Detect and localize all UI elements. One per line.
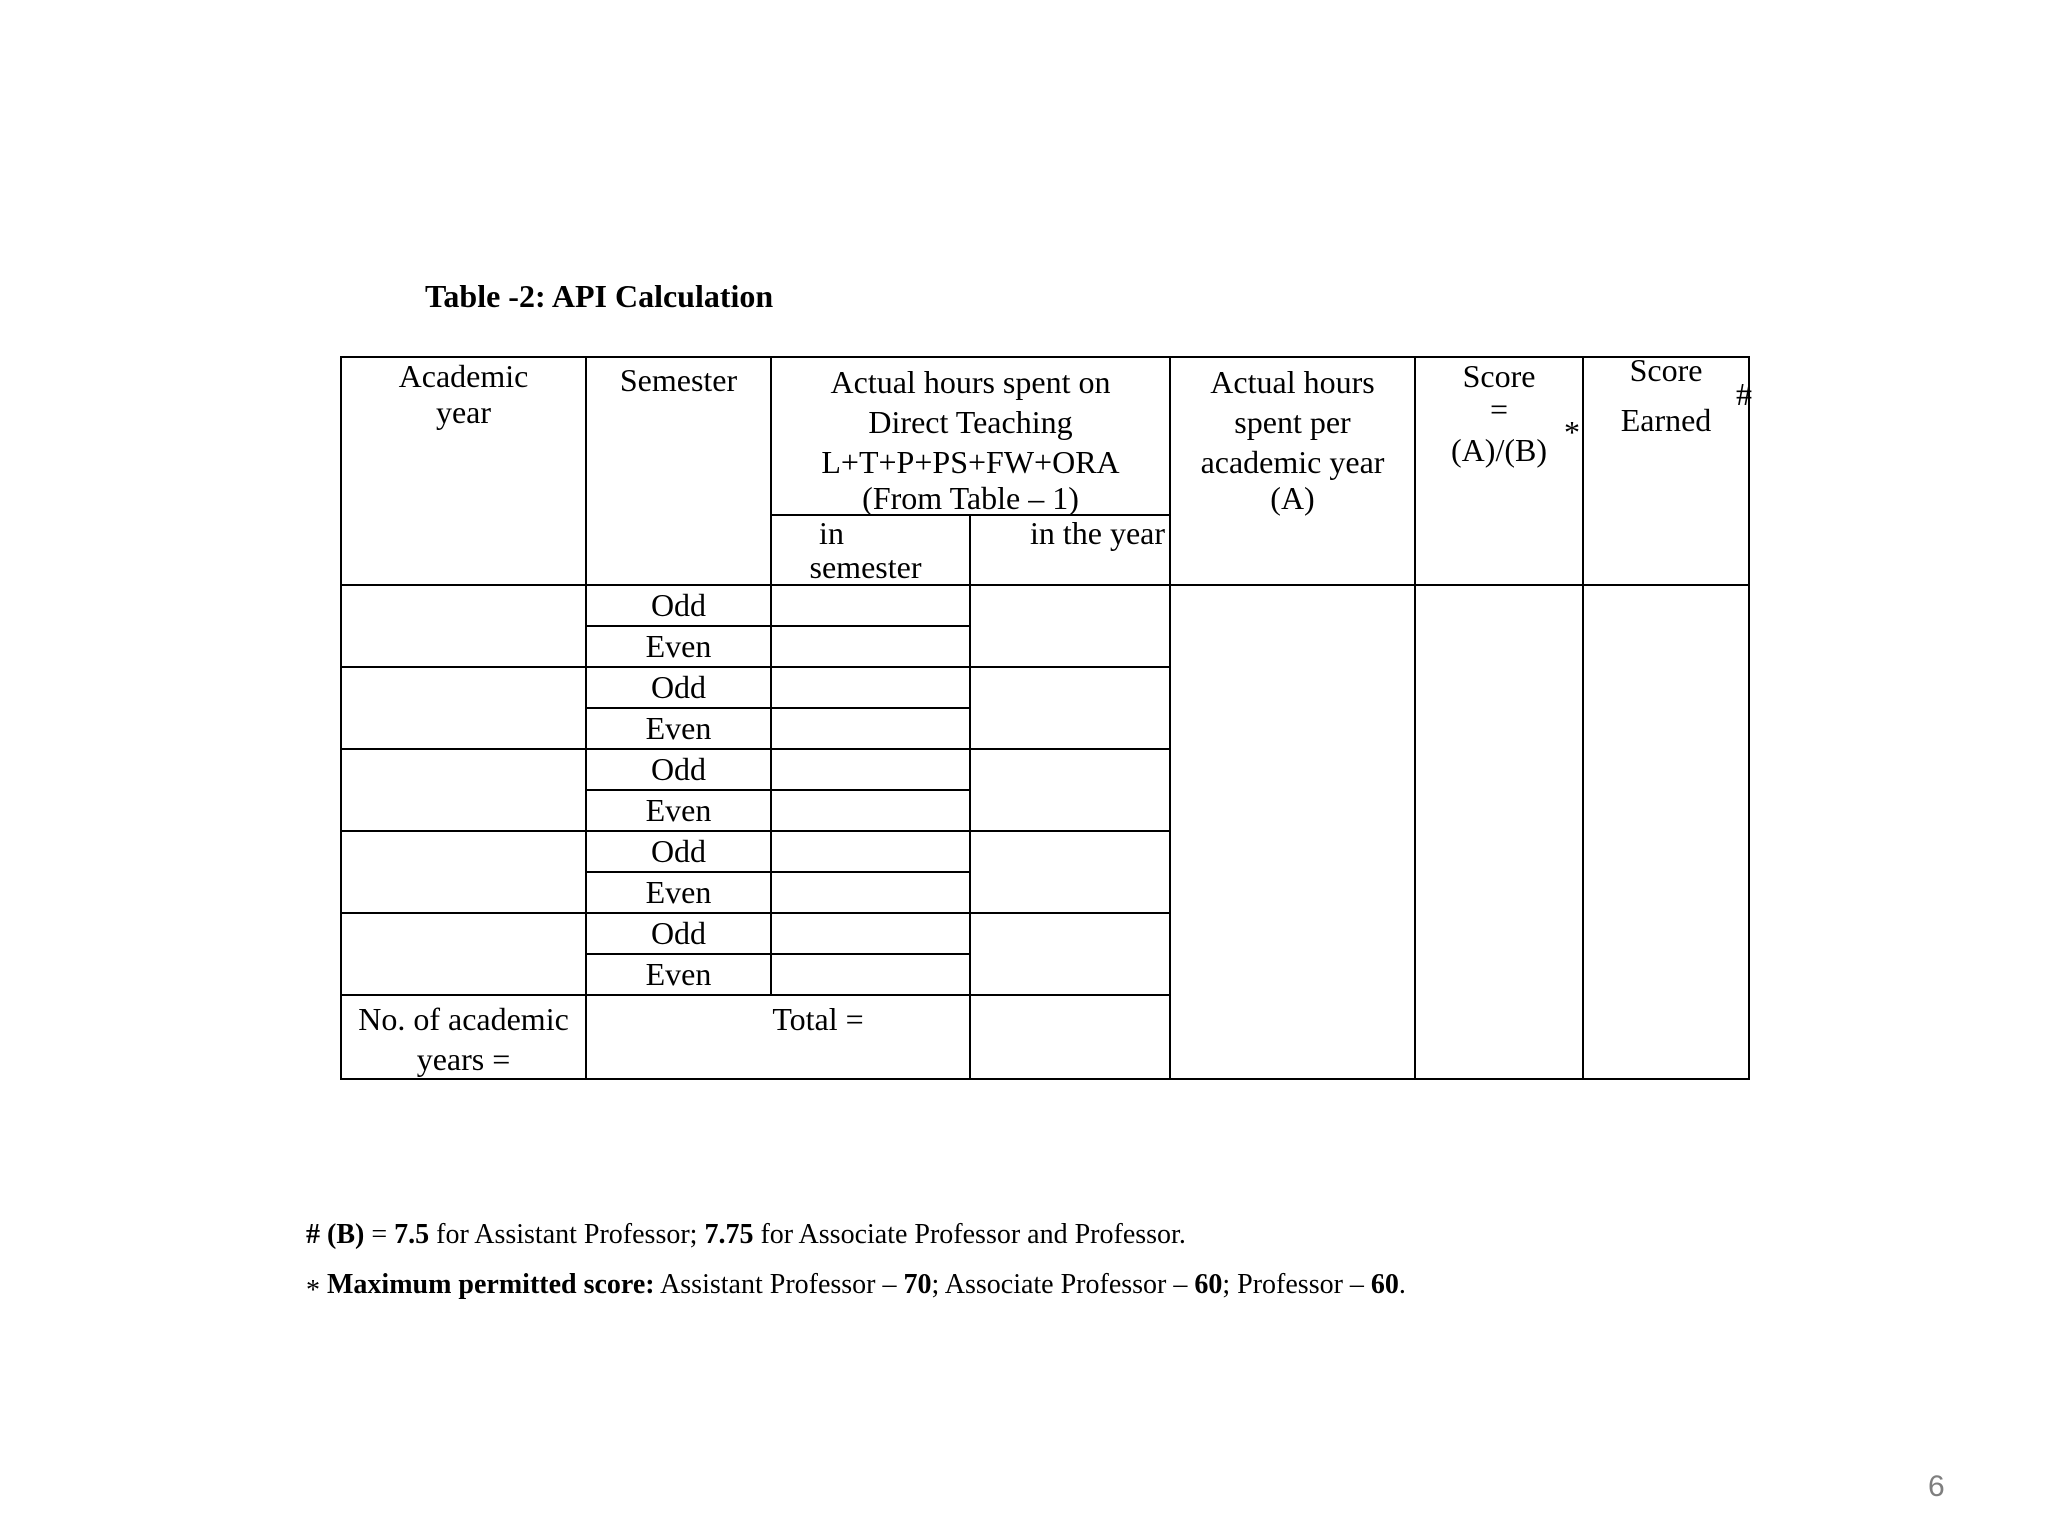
header-hours-year-line1: Actual hours	[1210, 364, 1375, 400]
no-of-years-line1: No. of academic	[358, 1001, 569, 1037]
semester-hours-cell[interactable]	[771, 749, 970, 790]
header-academic-year-line2: year	[435, 394, 492, 430]
year-hours-cell[interactable]	[970, 749, 1170, 831]
academic-year-cell[interactable]	[341, 831, 586, 913]
footnote-period: .	[1398, 1269, 1406, 1300]
header-score-line2: =	[1489, 391, 1509, 427]
footnote-professor-max: 60	[1370, 1269, 1399, 1300]
api-calculation-table	[340, 352, 1752, 1080]
footnote-value-associate: 7.75	[704, 1219, 754, 1250]
footnote-assistant-max: 70	[903, 1269, 932, 1300]
table-title: Table -2: API Calculation	[425, 278, 774, 314]
score-earned-cell[interactable]	[1583, 585, 1749, 1079]
score-cell[interactable]	[1415, 585, 1583, 1079]
header-hours-per-year	[1170, 357, 1415, 585]
semester-odd: Odd	[586, 749, 771, 790]
header-in-the-year	[970, 515, 1170, 585]
header-direct-line4: (From Table – 1)	[862, 480, 1079, 516]
year-hours-cell[interactable]	[970, 913, 1170, 995]
no-of-academic-years-cell[interactable]	[341, 995, 586, 1079]
year-hours-cell[interactable]	[970, 667, 1170, 749]
academic-year-cell[interactable]	[341, 585, 586, 667]
footnote-hash	[306, 1218, 1186, 1252]
semester-odd: Odd	[586, 831, 771, 872]
year-hours-cell[interactable]	[970, 831, 1170, 913]
footnote-value-assistant: 7.5	[394, 1219, 430, 1250]
footnote-b-label: (B)	[327, 1219, 365, 1250]
semester-hours-cell[interactable]	[771, 585, 970, 626]
semester-odd: Odd	[586, 913, 771, 954]
header-score-line1: Score	[1462, 358, 1536, 394]
page-number: 6	[1928, 1470, 1945, 1503]
header-direct-line3: L+T+P+PS+FW+ORA	[821, 444, 1120, 480]
footnote-asterisk-mark: *	[306, 1275, 320, 1306]
header-earned-line1: Score	[1629, 352, 1703, 388]
academic-year-cell[interactable]	[341, 667, 586, 749]
semester-hours-cell[interactable]	[771, 626, 970, 667]
footnote-text-assistant: for Assistant Professor;	[429, 1219, 705, 1250]
header-in-semester	[771, 515, 970, 585]
header-score-line3: (A)/(B)	[1451, 432, 1547, 468]
asterisk-mark: *	[1564, 414, 1580, 450]
year-hours-cell[interactable]	[970, 585, 1170, 667]
total-value-cell[interactable]	[970, 995, 1170, 1079]
semester-hours-cell[interactable]	[771, 872, 970, 913]
header-earned-line2: Earned	[1620, 402, 1712, 438]
header-in-the-year-label: in the year	[1029, 515, 1165, 551]
header-score	[1415, 357, 1583, 585]
semester-even: Even	[586, 708, 771, 749]
hash-mark: #	[1736, 376, 1752, 412]
header-hours-year-line4: (A)	[1270, 480, 1315, 516]
header-semester-label: Semester	[619, 362, 738, 398]
semester-hours-cell[interactable]	[771, 954, 970, 995]
semester-even: Even	[586, 872, 771, 913]
semester-even: Even	[586, 626, 771, 667]
header-hours-year-line2: spent per	[1234, 404, 1351, 440]
header-in-semester-line1: in	[819, 515, 844, 551]
semester-hours-cell[interactable]	[771, 667, 970, 708]
header-hours-year-line3: academic year	[1200, 444, 1385, 480]
header-direct-line2: Direct Teaching	[868, 404, 1073, 440]
semester-even: Even	[586, 954, 771, 995]
semester-hours-cell[interactable]	[771, 708, 970, 749]
footnote-associate-text: ; Associate Professor –	[931, 1269, 1195, 1300]
academic-year-cell[interactable]	[341, 913, 586, 995]
footnote-hash-mark: #	[306, 1219, 320, 1250]
footnote-equals: =	[364, 1219, 395, 1250]
semester-hours-cell[interactable]	[771, 913, 970, 954]
semester-hours-cell[interactable]	[771, 831, 970, 872]
footnote-associate-max: 60	[1194, 1269, 1223, 1300]
semester-odd: Odd	[586, 585, 771, 626]
footnote-text-associate: for Associate Professor and Professor.	[753, 1219, 1186, 1250]
total-label-cell	[586, 995, 970, 1079]
header-direct-line1: Actual hours spent on	[830, 364, 1111, 400]
academic-year-cell[interactable]	[341, 749, 586, 831]
semester-even: Even	[586, 790, 771, 831]
header-semester	[586, 357, 771, 585]
footnote-assistant-text: Assistant Professor –	[654, 1269, 904, 1300]
semester-hours-cell[interactable]	[771, 790, 970, 831]
header-direct-teaching	[771, 357, 1170, 515]
footnote-professor-text: ; Professor –	[1222, 1269, 1371, 1300]
header-in-semester-line2: semester	[809, 549, 922, 585]
header-academic-year	[341, 357, 586, 585]
hours-per-year-cell[interactable]	[1170, 585, 1415, 1079]
header-academic-year-line1: Academic	[398, 358, 529, 394]
no-of-years-line2: years =	[416, 1041, 511, 1077]
footnote-asterisk	[306, 1268, 1406, 1308]
total-label: Total =	[772, 1001, 864, 1037]
semester-odd: Odd	[586, 667, 771, 708]
header-score-earned	[1583, 352, 1752, 585]
footnote-max-score-label: Maximum permitted score:	[327, 1269, 655, 1300]
